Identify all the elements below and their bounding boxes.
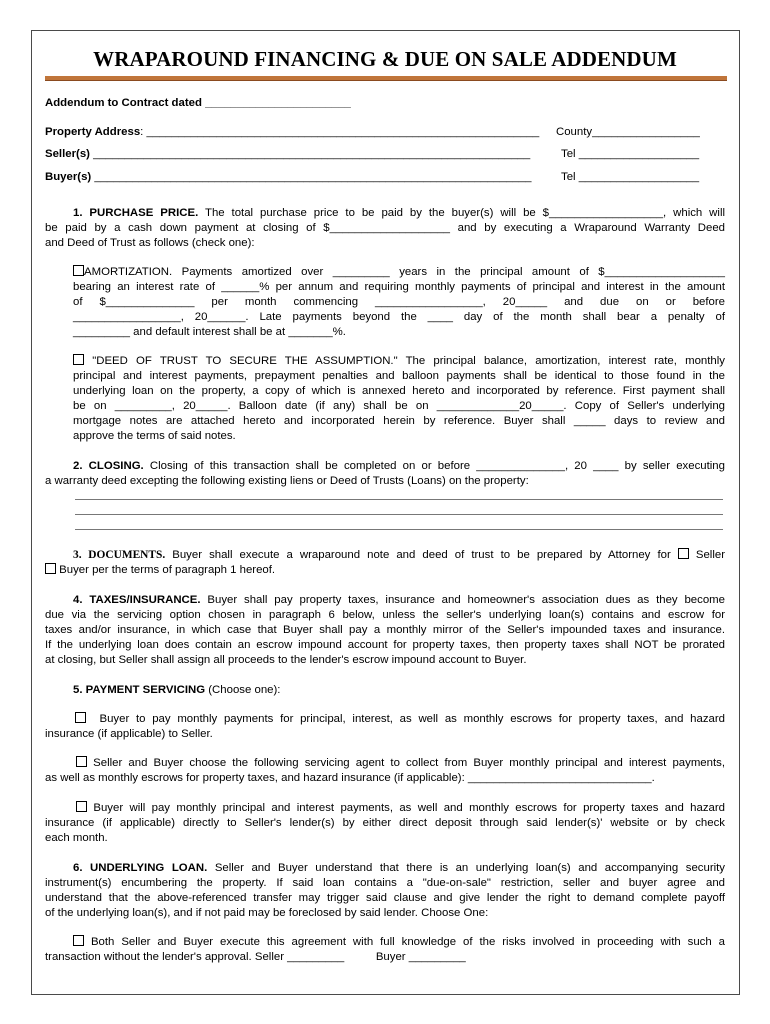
seller-label: Seller(s)	[45, 148, 90, 160]
closing-text: a warranty deed excepting the following existing liens or Deed of Trusts (Loans) on the property:	[45, 475, 529, 487]
county-field[interactable]: County_________________	[556, 126, 700, 138]
risk-acknowledge-checkbox[interactable]	[73, 935, 84, 946]
documents-heading: 3. DOCUMENTS.	[73, 549, 166, 561]
payment-option-text: Seller and Buyer choose the following servicing agent to collect from Buyer monthly principal and interest payments,	[93, 757, 725, 769]
buyer-initials-field[interactable]: Buyer _________	[375, 951, 466, 963]
payment-servicing-heading-line	[73, 683, 280, 698]
section-closing	[45, 459, 725, 489]
taxes-heading: 4. TAXES/INSURANCE.	[73, 594, 201, 606]
deed-of-trust-text: be on _________, 20_____. Balloon date (if any) shall be on _____________20_____. Copy of Seller's underlying	[73, 400, 725, 412]
amortization-text: _________________, 20______. Late payments beyond the ____ day of the month shall bear a penalty of	[73, 311, 725, 323]
deed-of-trust-checkbox[interactable]	[73, 354, 84, 365]
amortization-checkbox[interactable]	[73, 265, 84, 276]
payment-servicing-choose: (Choose one):	[208, 684, 281, 696]
option-deed-of-trust	[73, 354, 725, 444]
payment-option-agent	[45, 756, 725, 786]
purchase-price-text: and Deed of Trust as follows (check one):	[45, 237, 255, 249]
underlying-loan-text: understand that the above-referenced transfer may trigger said clause and give lender the right to demand complete payoff	[45, 892, 725, 904]
purchase-price-text: The total purchase price to be paid by the buyer(s) will be $__________________, which will	[205, 207, 726, 219]
documents-text: Buyer shall execute a wraparound note and deed of trust to be prepared by Attorney for	[172, 549, 671, 561]
payment-servicing-heading: 5. PAYMENT SERVICING	[73, 684, 206, 696]
closing-heading: 2. CLOSING.	[73, 460, 144, 472]
pay-seller-checkbox[interactable]	[75, 712, 86, 723]
liens-line[interactable]	[75, 499, 723, 500]
underlying-loan-text: instrument(s) encumbering the property. If said loan contains a "due-on-sale" restriction, seller and buyer agree and	[45, 877, 725, 889]
liens-line[interactable]	[75, 514, 723, 515]
seller-attorney-label: Seller	[695, 549, 725, 561]
pay-lender-checkbox[interactable]	[76, 801, 87, 812]
addendum-contract-date[interactable]: Addendum to Contract dated _______________________	[45, 97, 351, 109]
deed-of-trust-text: principal and interest payments, prepayment penalties and balloon payments shall be identical to those found in the	[73, 370, 725, 382]
seller-blank: _____________________________________________________________________	[89, 148, 531, 160]
taxes-text: taxes and/or insurance, in which case that Buyer shall pay a monthly mirror of the Seller's impounded taxes and insurance.	[45, 624, 725, 636]
buyer-blank: _____________________________________________________________________	[91, 171, 532, 183]
payment-option-seller	[45, 712, 725, 742]
seller-field[interactable]	[45, 147, 530, 162]
payment-option-text: Buyer to pay monthly payments for principal, interest, as well as monthly escrows for property taxes, and hazard	[99, 713, 725, 725]
section-underlying-loan	[45, 861, 725, 921]
amortization-text: AMORTIZATION. Payments amortized over _________ years in the principal amount of $___________________	[84, 266, 725, 278]
underlying-loan-text: Seller and Buyer understand that there is an underlying loan(s) and accompanying security	[214, 862, 726, 874]
underlying-loan-heading: 6. UNDERLYING LOAN.	[73, 862, 208, 874]
property-address-blank: : ______________________________________________________________	[140, 126, 540, 138]
payment-option-text: as well as monthly escrows for property taxes, and hazard insurance (if applicable): _____________________________.	[45, 772, 655, 784]
payment-option-text: insurance (if applicable) to Seller.	[45, 728, 213, 740]
payment-option-text: Buyer will pay monthly principal and interest payments, as well and monthly escrows for property taxes and hazard	[93, 802, 725, 814]
closing-text: Closing of this transaction shall be completed on or before ______________, 20 ____ by seller executing	[149, 460, 725, 472]
section-taxes-insurance	[45, 593, 725, 668]
amortization-text: of $______________ per month commencing _________________, 20_____ and due on or before	[73, 296, 725, 308]
buyer-label: Buyer(s)	[45, 171, 92, 183]
seller-initials-field[interactable]: transaction without the lender's approval. Seller _________	[45, 951, 345, 963]
deed-of-trust-text: approve the terms of said notes.	[73, 430, 236, 442]
buyer-field[interactable]	[45, 170, 532, 185]
title-rule	[45, 76, 727, 81]
servicing-agent-checkbox[interactable]	[76, 756, 87, 767]
payment-option-text: each month.	[45, 832, 108, 844]
document-title: WRAPAROUND FINANCING & DUE ON SALE ADDENDUM	[93, 47, 677, 71]
underlying-loan-option	[45, 935, 725, 965]
purchase-price-text: be paid by a cash down payment at closing of $___________________ and by executing a Wraparound Warranty Deed	[45, 222, 725, 234]
taxes-text: at closing, but Seller shall assign all proceeds to the lender's escrow impound account to Buyer.	[45, 654, 527, 666]
seller-tel-field[interactable]: Tel ___________________	[561, 148, 700, 160]
section-purchase-price	[45, 206, 725, 251]
purchase-price-heading: 1. PURCHASE PRICE.	[73, 207, 199, 219]
section-documents	[45, 548, 725, 578]
deed-of-trust-text: mortgage notes are attached hereto and incorporated herein by reference. Buyer shall _____ days to review and	[73, 415, 725, 427]
property-address-label: Property Address	[45, 126, 141, 138]
payment-option-text: insurance (if applicable) directly to Seller's lender(s) by either direct deposit through said lender(s)' website or by check	[45, 817, 725, 829]
buyer-tel-field[interactable]: Tel ___________________	[561, 171, 700, 183]
taxes-text: Buyer shall pay property taxes, insurance and homeowner's association dues as they become	[207, 594, 725, 606]
payment-option-lender	[45, 801, 725, 846]
deed-of-trust-text: underlying loan on the property, a copy of which is annexed hereto and incorporated by reference. First payment shall	[73, 385, 725, 397]
underlying-loan-option-text: Both Seller and Buyer execute this agreement with full knowledge of the risks involved in proceeding with such a	[90, 936, 725, 948]
amortization-text: _________ and default interest shall be at _______%.	[73, 326, 346, 338]
amortization-text: bearing an interest rate of ______% per annum and requiring monthly payments of principal and interest in the amount	[73, 281, 725, 293]
taxes-text: due via the servicing option chosen in paragraph 6 below, unless the seller's underlying loan(s) contains and escrow for	[45, 609, 725, 621]
taxes-text: If the underlying loan does contain an escrow impound account for property taxes, then property taxes shall NOT be prorated	[45, 639, 725, 651]
liens-line[interactable]	[75, 529, 723, 530]
underlying-loan-text: of the underlying loan(s), and if not paid may be foreclosed by said lender. Choose One:	[45, 907, 489, 919]
property-address-field[interactable]	[45, 125, 539, 140]
option-amortization	[73, 265, 725, 340]
documents-text: Buyer per the terms of paragraph 1 hereof.	[59, 564, 276, 576]
seller-attorney-checkbox[interactable]	[678, 548, 689, 559]
deed-of-trust-text: "DEED OF TRUST TO SECURE THE ASSUMPTION." The principal balance, amortization, interest rate, monthly	[92, 355, 725, 367]
buyer-attorney-checkbox[interactable]	[45, 563, 56, 574]
